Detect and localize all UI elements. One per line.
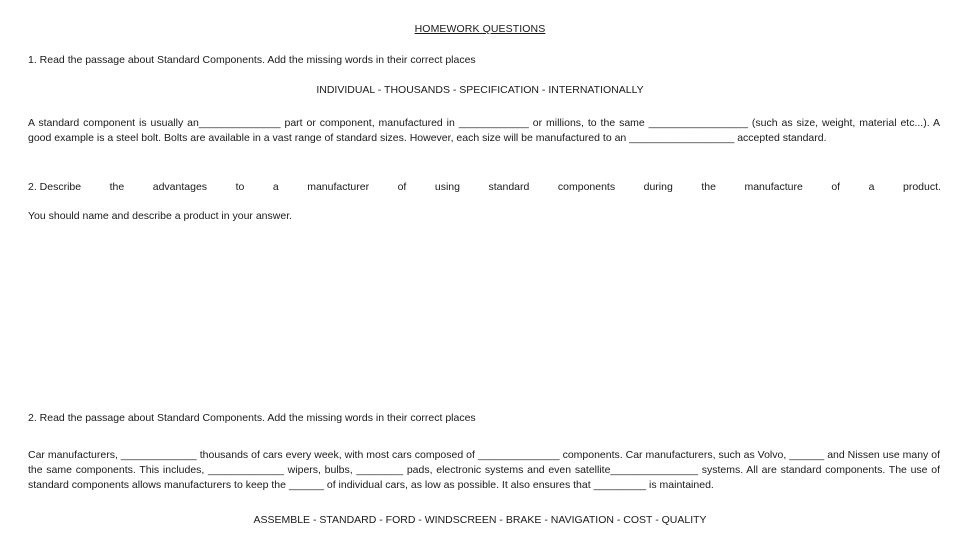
q1-word-bank: INDIVIDUAL - THOUSANDS - SPECIFICATION - INTERNATIONALLY bbox=[316, 84, 644, 96]
q2-word: the bbox=[701, 181, 716, 193]
q2-word: of bbox=[831, 181, 841, 193]
q1-instruction: 1. Read the passage about Standard Components. Add the missing words in their correct places bbox=[28, 54, 476, 66]
q2-question bbox=[28, 181, 941, 193]
q2-word: advantages bbox=[152, 181, 208, 193]
q2-word: components bbox=[557, 181, 616, 193]
q1-passage: A standard component is usually an______________ part or component, manufactured in ____________ or millions, to the same _________________ (such as size, weight, material etc...). A good example is a steel bolt. Bolts are available in a vast range of standard sizes. However, each size will be manufactured to an __________________ accepted standard. bbox=[28, 117, 940, 144]
q2-word: to bbox=[235, 181, 245, 193]
q2-word: the bbox=[109, 181, 125, 193]
q2-word: a bbox=[272, 181, 279, 193]
answer-space[interactable] bbox=[28, 232, 940, 402]
q2-word: a bbox=[868, 181, 875, 193]
q3-word-bank: ASSEMBLE - STANDARD - FORD - WINDSCREEN - BRAKE - NAVIGATION - COST - QUALITY bbox=[253, 514, 707, 526]
q2-word: manufacture bbox=[744, 181, 803, 193]
q2-word: standard bbox=[488, 181, 530, 193]
q2-word: using bbox=[434, 181, 460, 193]
q2-note: You should name and describe a product in your answer. bbox=[28, 210, 293, 222]
q3-passage: Car manufacturers, _____________ thousands of cars every week, with most cars composed of ______________ components. Car manufacturers, such as Volvo, ______ and Nissen use many of the same components. This includes, _____________ wipers, bulbs, ________ pads, electronic systems and even satellite_______________ systems. All are standard components. The use of standard components allows manufacturers to keep the ______ of individual cars, as low as possible. It also ensures that _________ is maintained. bbox=[28, 449, 940, 491]
q2-word: manufacturer bbox=[307, 181, 370, 193]
q2-word: of bbox=[397, 181, 407, 193]
q2-word: 2. Describe bbox=[28, 181, 82, 193]
q2-word: during bbox=[643, 181, 673, 193]
page-title: HOMEWORK QUESTIONS bbox=[414, 23, 546, 35]
q3-instruction: 2. Read the passage about Standard Components. Add the missing words in their correct places bbox=[28, 412, 476, 424]
q2-word: product. bbox=[902, 181, 941, 193]
